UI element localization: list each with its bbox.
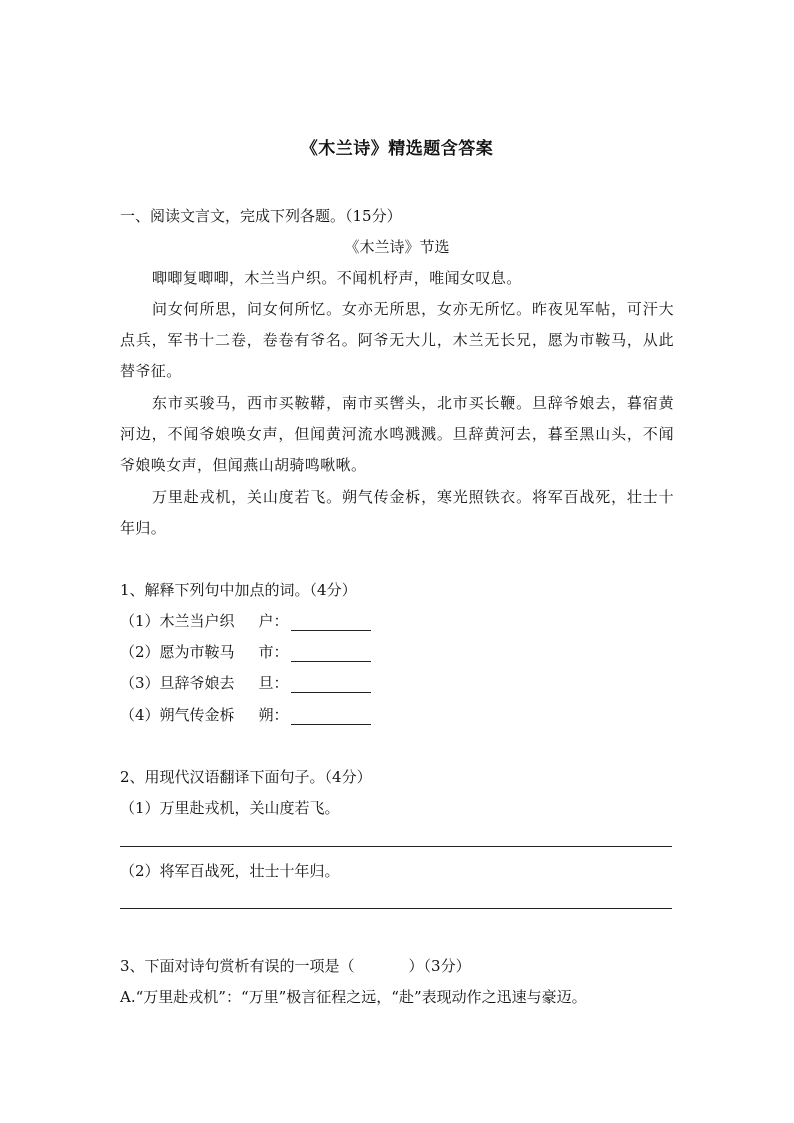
section-heading: 一、阅读文言文，完成下列各题。（15分） — [120, 207, 402, 225]
answer-blank[interactable] — [291, 645, 371, 662]
answer-blank[interactable] — [291, 614, 371, 631]
question-3-heading-prefix: 3、下面对诗句赏析有误的一项是（ — [120, 957, 355, 975]
question-1-item — [120, 673, 371, 693]
question-1-word: 朔： — [258, 706, 289, 724]
passage-paragraph-1: 唧唧复唧唧，木兰当户织。不闻机杼声，唯闻女叹息。 — [152, 269, 522, 287]
question-1-word: 旦： — [258, 674, 289, 692]
question-2-heading: 2、用现代汉语翻译下面句子。（4分） — [120, 768, 372, 786]
question-1-heading: 1、解释下列句中加点的词。（4分） — [120, 581, 357, 599]
question-2-item: （2）将军百战死，壮士十年归。 — [120, 862, 340, 880]
question-1-word: 市： — [258, 643, 289, 661]
question-1-item — [120, 705, 371, 725]
answer-blank[interactable] — [291, 676, 371, 693]
passage-paragraph-3: 东市买骏马，西市买鞍鞯，南市买辔头，北市买长鞭。旦辞爷娘去，暮宿黄河边，不闻爷娘唤女声，但闻黄河流水鸣溅溅。旦辞黄河去，暮至黑山头，不闻爷娘唤女声，但闻燕山胡骑鸣啾啾。 — [120, 394, 674, 474]
question-1-word: 户： — [258, 612, 289, 630]
question-3-heading — [120, 956, 471, 976]
question-1-sentence: （4）朔气传金柝 — [120, 706, 235, 724]
question-3-heading-suffix: ）（3分） — [408, 957, 471, 975]
option-a: A.“万里赴戎机”：“万里”极言征程之远，“赴”表现动作之迅速与豪迈。 — [120, 988, 587, 1006]
passage-paragraph-2: 问女何所思，问女何所忆。女亦无所思，女亦无所忆。昨夜见军帖，可汗大点兵，军书十二卷，卷卷有爷名。阿爷无大儿，木兰无长兄，愿为市鞍马，从此替爷征。 — [120, 300, 674, 380]
answer-line[interactable] — [120, 846, 672, 847]
answer-line[interactable] — [120, 908, 672, 909]
question-1-item — [120, 611, 371, 631]
page-title: 《木兰诗》精选题含答案 — [300, 139, 494, 159]
question-1-sentence: （3）旦辞爷娘去 — [120, 674, 235, 692]
question-2-item: （1）万里赴戎机，关山度若飞。 — [120, 799, 340, 817]
question-1-sentence: （1）木兰当户织 — [120, 612, 235, 630]
passage-title: 《木兰诗》节选 — [344, 238, 450, 256]
passage-paragraph-4: 万里赴戎机，关山度若飞。朔气传金柝，寒光照铁衣。将军百战死，壮士十年归。 — [120, 488, 674, 537]
question-1-item — [120, 642, 371, 662]
answer-blank[interactable] — [291, 708, 371, 725]
question-1-sentence: （2）愿为市鞍马 — [120, 643, 235, 661]
